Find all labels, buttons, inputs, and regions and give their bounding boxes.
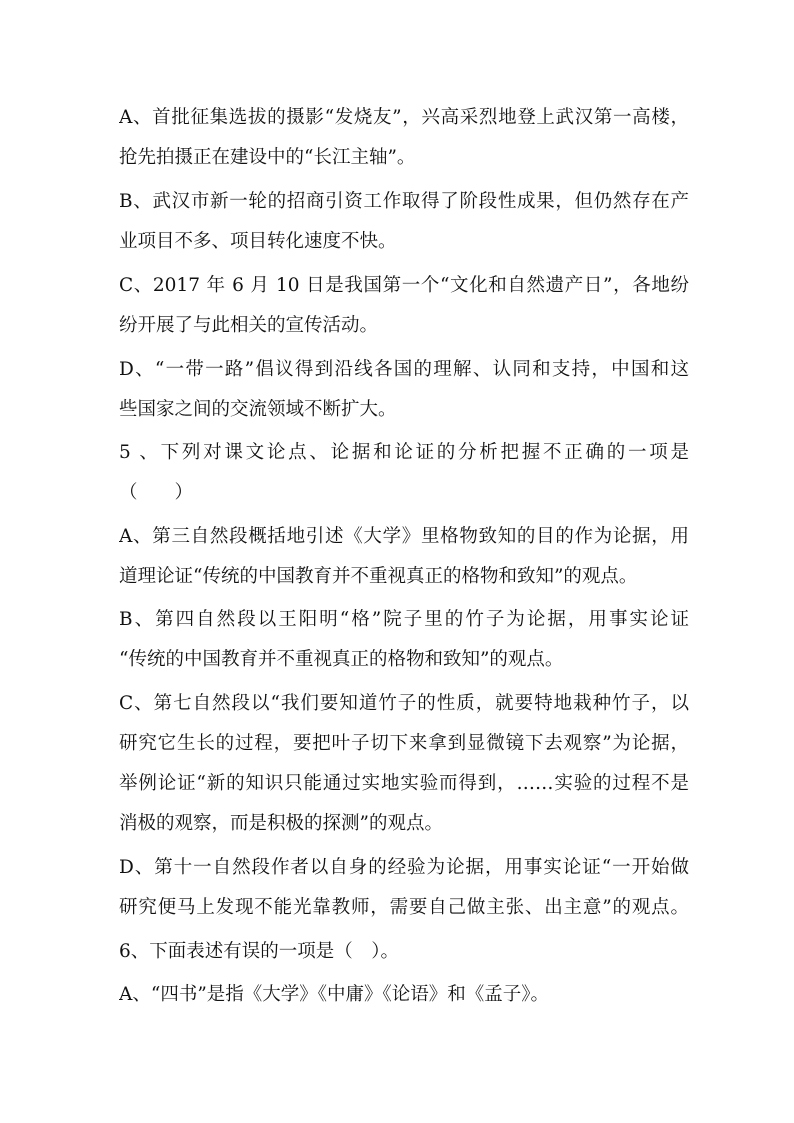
q5-option-b-1: B、第四自然段以王阳明“格”院子里的竹子为论据，用事实论证: [119, 609, 689, 630]
text-line-option-b-2: 业项目不多、项目转化速度不快。: [119, 231, 397, 252]
q6-option-a: A、“四书”是指《大学》《中庸》《论语》和《孟子》。: [119, 984, 550, 1005]
question-6-stem: 6、下面表述有误的一项是（ ）。: [119, 941, 400, 962]
text-line-option-a-1: A、首批征集选拔的摄影“发烧友”，兴高采烈地登上武汉第一高楼，: [119, 107, 689, 128]
q5-option-d-2: 研究便马上发现不能光靠教师，需要自己做主张、出主意”的观点。: [119, 897, 689, 918]
q5-option-b-2: “传统的中国教育并不重视真正的格物和致知”的观点。: [119, 649, 564, 670]
question-5-stem: 5 、下列对课文论点、论据和论证的分析把握不正确的一项是: [119, 442, 689, 463]
text-line-option-b-1: B、武汉市新一轮的招商引资工作取得了阶段性成果，但仍然存在产: [119, 191, 689, 212]
text-line-option-d-1: D、“一带一路”倡议得到沿线各国的理解、认同和支持，中国和这: [119, 359, 689, 380]
q5-option-a-2: 道理论证“传统的中国教育并不重视真正的格物和致知”的观点。: [119, 566, 638, 587]
text-line-option-c-2: 纷开展了与此相关的宣传活动。: [119, 315, 379, 336]
text-line-option-c-1: C、2017 年 6 月 10 日是我国第一个“文化和自然遗产日”，各地纷: [119, 275, 689, 296]
q5-option-c-2: 研究它生长的过程，要把叶子切下来拿到显微镜下去观察”为论据，: [119, 733, 689, 754]
q5-option-c-1: C、第七自然段以“我们要知道竹子的性质，就要特地栽种竹子，以: [119, 693, 689, 714]
q5-option-c-3: 举例论证“新的知识只能通过实地实验而得到，……实验的过程不是: [119, 773, 689, 794]
question-5-answer-blank: （ ）: [119, 482, 194, 503]
q5-option-d-1: D、第十一自然段作者以自身的经验为论据，用事实论证“一开始做: [119, 857, 689, 878]
text-line-option-a-2: 抢先拍摄正在建设中的“长江主轴”。: [119, 147, 416, 168]
q5-option-a-1: A、第三自然段概括地引述《大学》里格物致知的目的作为论据，用: [119, 526, 689, 547]
q5-option-c-4: 消极的观察，而是积极的探测”的观点。: [119, 813, 443, 834]
text-line-option-d-2: 些国家之间的交流领域不断扩大。: [119, 399, 397, 420]
